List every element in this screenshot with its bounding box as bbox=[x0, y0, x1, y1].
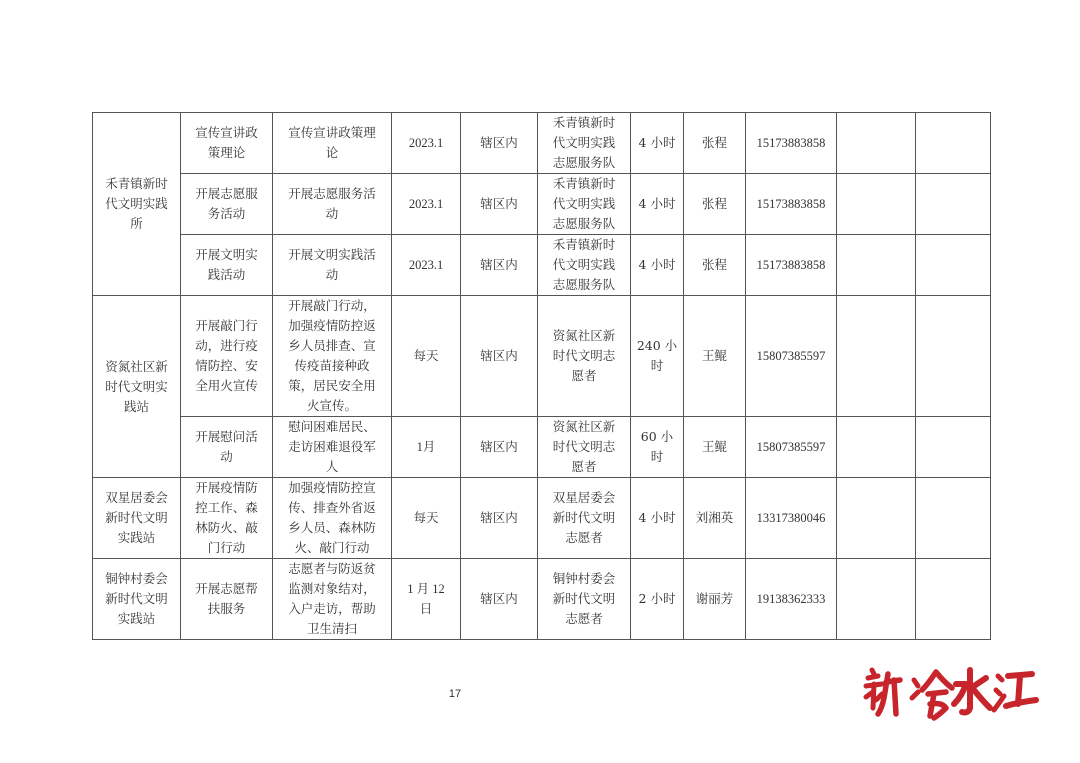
activity-table bbox=[92, 112, 991, 640]
table-row bbox=[93, 235, 991, 296]
blank-cell bbox=[837, 478, 916, 559]
time-cell: 每天 bbox=[392, 296, 461, 417]
watermark-logo bbox=[858, 664, 1040, 726]
hours-cell: 2 小时 bbox=[631, 559, 684, 640]
team-cell: 禾青镇新时 代文明实践 志愿服务队 bbox=[538, 174, 631, 235]
place-cell: 辖区内 bbox=[461, 478, 538, 559]
table-row bbox=[93, 559, 991, 640]
contact-cell: 张程 bbox=[684, 113, 746, 174]
place-cell: 辖区内 bbox=[461, 296, 538, 417]
hours-cell: 4 小时 bbox=[631, 174, 684, 235]
time-cell: 1月 bbox=[392, 417, 461, 478]
hours-cell: 60 小 时 bbox=[631, 417, 684, 478]
place-cell: 辖区内 bbox=[461, 174, 538, 235]
contact-cell: 张程 bbox=[684, 235, 746, 296]
content-cell: 宣传宣讲政策理 论 bbox=[273, 113, 392, 174]
contact-cell: 张程 bbox=[684, 174, 746, 235]
team-cell: 资氮社区新 时代文明志 愿者 bbox=[538, 296, 631, 417]
project-cell: 开展疫情防 控工作、森 林防火、敲 门行动 bbox=[181, 478, 273, 559]
place-cell: 辖区内 bbox=[461, 235, 538, 296]
blank-cell bbox=[916, 296, 991, 417]
contact-cell: 刘湘英 bbox=[684, 478, 746, 559]
hours-cell: 4 小时 bbox=[631, 235, 684, 296]
contact-cell: 王鲲 bbox=[684, 296, 746, 417]
content-cell: 加强疫情防控宣 传、排查外省返 乡人员、森林防 火、敲门行动 bbox=[273, 478, 392, 559]
blank-cell bbox=[837, 417, 916, 478]
team-cell: 铜钟村委会 新时代文明 志愿者 bbox=[538, 559, 631, 640]
team-cell: 禾青镇新时 代文明实践 志愿服务队 bbox=[538, 235, 631, 296]
team-cell: 双星居委会 新时代文明 志愿者 bbox=[538, 478, 631, 559]
contact-cell: 王鲲 bbox=[684, 417, 746, 478]
project-cell: 宣传宣讲政 策理论 bbox=[181, 113, 273, 174]
blank-cell bbox=[837, 235, 916, 296]
place-cell: 辖区内 bbox=[461, 559, 538, 640]
blank-cell bbox=[837, 113, 916, 174]
blank-cell bbox=[837, 174, 916, 235]
blank-cell bbox=[916, 417, 991, 478]
content-cell: 开展志愿服务活 动 bbox=[273, 174, 392, 235]
time-cell: 2023.1 bbox=[392, 235, 461, 296]
blank-cell bbox=[916, 478, 991, 559]
blank-cell bbox=[916, 235, 991, 296]
table-row bbox=[93, 113, 991, 174]
unit-cell: 禾青镇新时 代文明实践 所 bbox=[93, 113, 181, 296]
team-cell: 禾青镇新时 代文明实践 志愿服务队 bbox=[538, 113, 631, 174]
table-row bbox=[93, 174, 991, 235]
project-cell: 开展慰问活 动 bbox=[181, 417, 273, 478]
unit-cell: 资氮社区新 时代文明实 践站 bbox=[93, 296, 181, 478]
project-cell: 开展敲门行 动，进行疫 情防控、安 全用火宣传 bbox=[181, 296, 273, 417]
phone-cell: 15173883858 bbox=[746, 235, 837, 296]
page-number: 17 bbox=[448, 688, 462, 700]
time-cell: 2023.1 bbox=[392, 174, 461, 235]
phone-cell: 15807385597 bbox=[746, 296, 837, 417]
project-cell: 开展志愿服 务活动 bbox=[181, 174, 273, 235]
time-cell: 每天 bbox=[392, 478, 461, 559]
place-cell: 辖区内 bbox=[461, 417, 538, 478]
hours-cell: 4 小时 bbox=[631, 113, 684, 174]
place-cell: 辖区内 bbox=[461, 113, 538, 174]
blank-cell bbox=[837, 296, 916, 417]
time-cell: 1 月 12 日 bbox=[392, 559, 461, 640]
contact-cell: 谢丽芳 bbox=[684, 559, 746, 640]
table-row bbox=[93, 478, 991, 559]
unit-cell: 双星居委会 新时代文明 实践站 bbox=[93, 478, 181, 559]
phone-cell: 15807385597 bbox=[746, 417, 837, 478]
phone-cell: 15173883858 bbox=[746, 113, 837, 174]
content-cell: 志愿者与防返贫 监测对象结对， 入户走访，帮助 卫生清扫 bbox=[273, 559, 392, 640]
content-cell: 开展文明实践活 动 bbox=[273, 235, 392, 296]
table-body bbox=[93, 113, 991, 640]
watermark-calligraphy bbox=[866, 670, 1036, 718]
table-row bbox=[93, 296, 991, 417]
blank-cell bbox=[916, 113, 991, 174]
project-cell: 开展文明实 践活动 bbox=[181, 235, 273, 296]
project-cell: 开展志愿帮 扶服务 bbox=[181, 559, 273, 640]
blank-cell bbox=[916, 174, 991, 235]
hours-cell: 240 小 时 bbox=[631, 296, 684, 417]
phone-cell: 13317380046 bbox=[746, 478, 837, 559]
blank-cell bbox=[916, 559, 991, 640]
hours-cell: 4 小时 bbox=[631, 478, 684, 559]
content-cell: 慰问困难居民、 走访困难退役军 人 bbox=[273, 417, 392, 478]
phone-cell: 19138362333 bbox=[746, 559, 837, 640]
content-cell: 开展敲门行动， 加强疫情防控返 乡人员排查、宣 传疫苗接种政 策，居民安全用 火宣传。 bbox=[273, 296, 392, 417]
blank-cell bbox=[837, 559, 916, 640]
time-cell: 2023.1 bbox=[392, 113, 461, 174]
team-cell: 资氮社区新 时代文明志 愿者 bbox=[538, 417, 631, 478]
table-row bbox=[93, 417, 991, 478]
phone-cell: 15173883858 bbox=[746, 174, 837, 235]
unit-cell: 铜钟村委会 新时代文明 实践站 bbox=[93, 559, 181, 640]
